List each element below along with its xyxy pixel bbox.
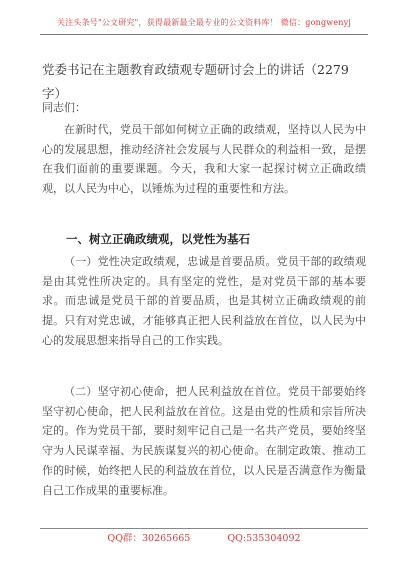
footer-qq-group: QQ群：30265665 xyxy=(107,533,191,544)
paragraph-party-spirit: （一）党性决定政绩观，忠诚是首要品质。党员干部的政绩观是由其党性所决定的。具有坚定的党性，是对党员干部的基本要求。而忠诚是党员干部的首要品质，也是其树立正确政绩观的前提。只有对党忠诚，才能够真正把人民利益放在首位，以人民为中心的发展思想来指导自己的工作实践。 xyxy=(42,255,366,347)
footer-divider xyxy=(40,528,368,529)
footer xyxy=(0,532,408,546)
footer-qq: QQ:535304092 xyxy=(227,533,301,544)
paragraph-original-mission: （二）坚守初心使命，把人民利益放在首位。党员干部要始终坚守初心使命，把人民利益放在首位。这是由党的性质和宗旨所决定的。作为党员干部，要时刻牢记自己是一名共产党员，要始终坚守为人民谋幸福、为民族谋复兴的初心使命。在制定政策、推动工作的时候，始终把人民的利益放在首位，以人民是否满意作为衡量自己工作成果的重要标准。 xyxy=(42,385,366,497)
header-banner: 关注头条号"公文研究"，获得最新最全最专业的公文资料库！ 微信：gongwenyj xyxy=(56,18,352,27)
header-divider xyxy=(40,34,368,35)
section-heading: 一、树立正确政绩观，以党性为基石 xyxy=(66,232,250,246)
salutation: 同志们： xyxy=(42,101,86,114)
paragraph-intro: 在新时代，党员干部如何树立正确的政绩观，坚持以人民为中心的发展思想，推动经济社会发展与人民群众的利益相一致，是摆在我们面前的重要课题。今天，我和大家一起探讨树立正确政绩观，以人民为中心，以锤炼为过程的重要性和方法。 xyxy=(42,123,366,196)
document-title: 党委书记在主题教育政绩观专题研讨会上的讲话（2279字） xyxy=(42,62,349,101)
